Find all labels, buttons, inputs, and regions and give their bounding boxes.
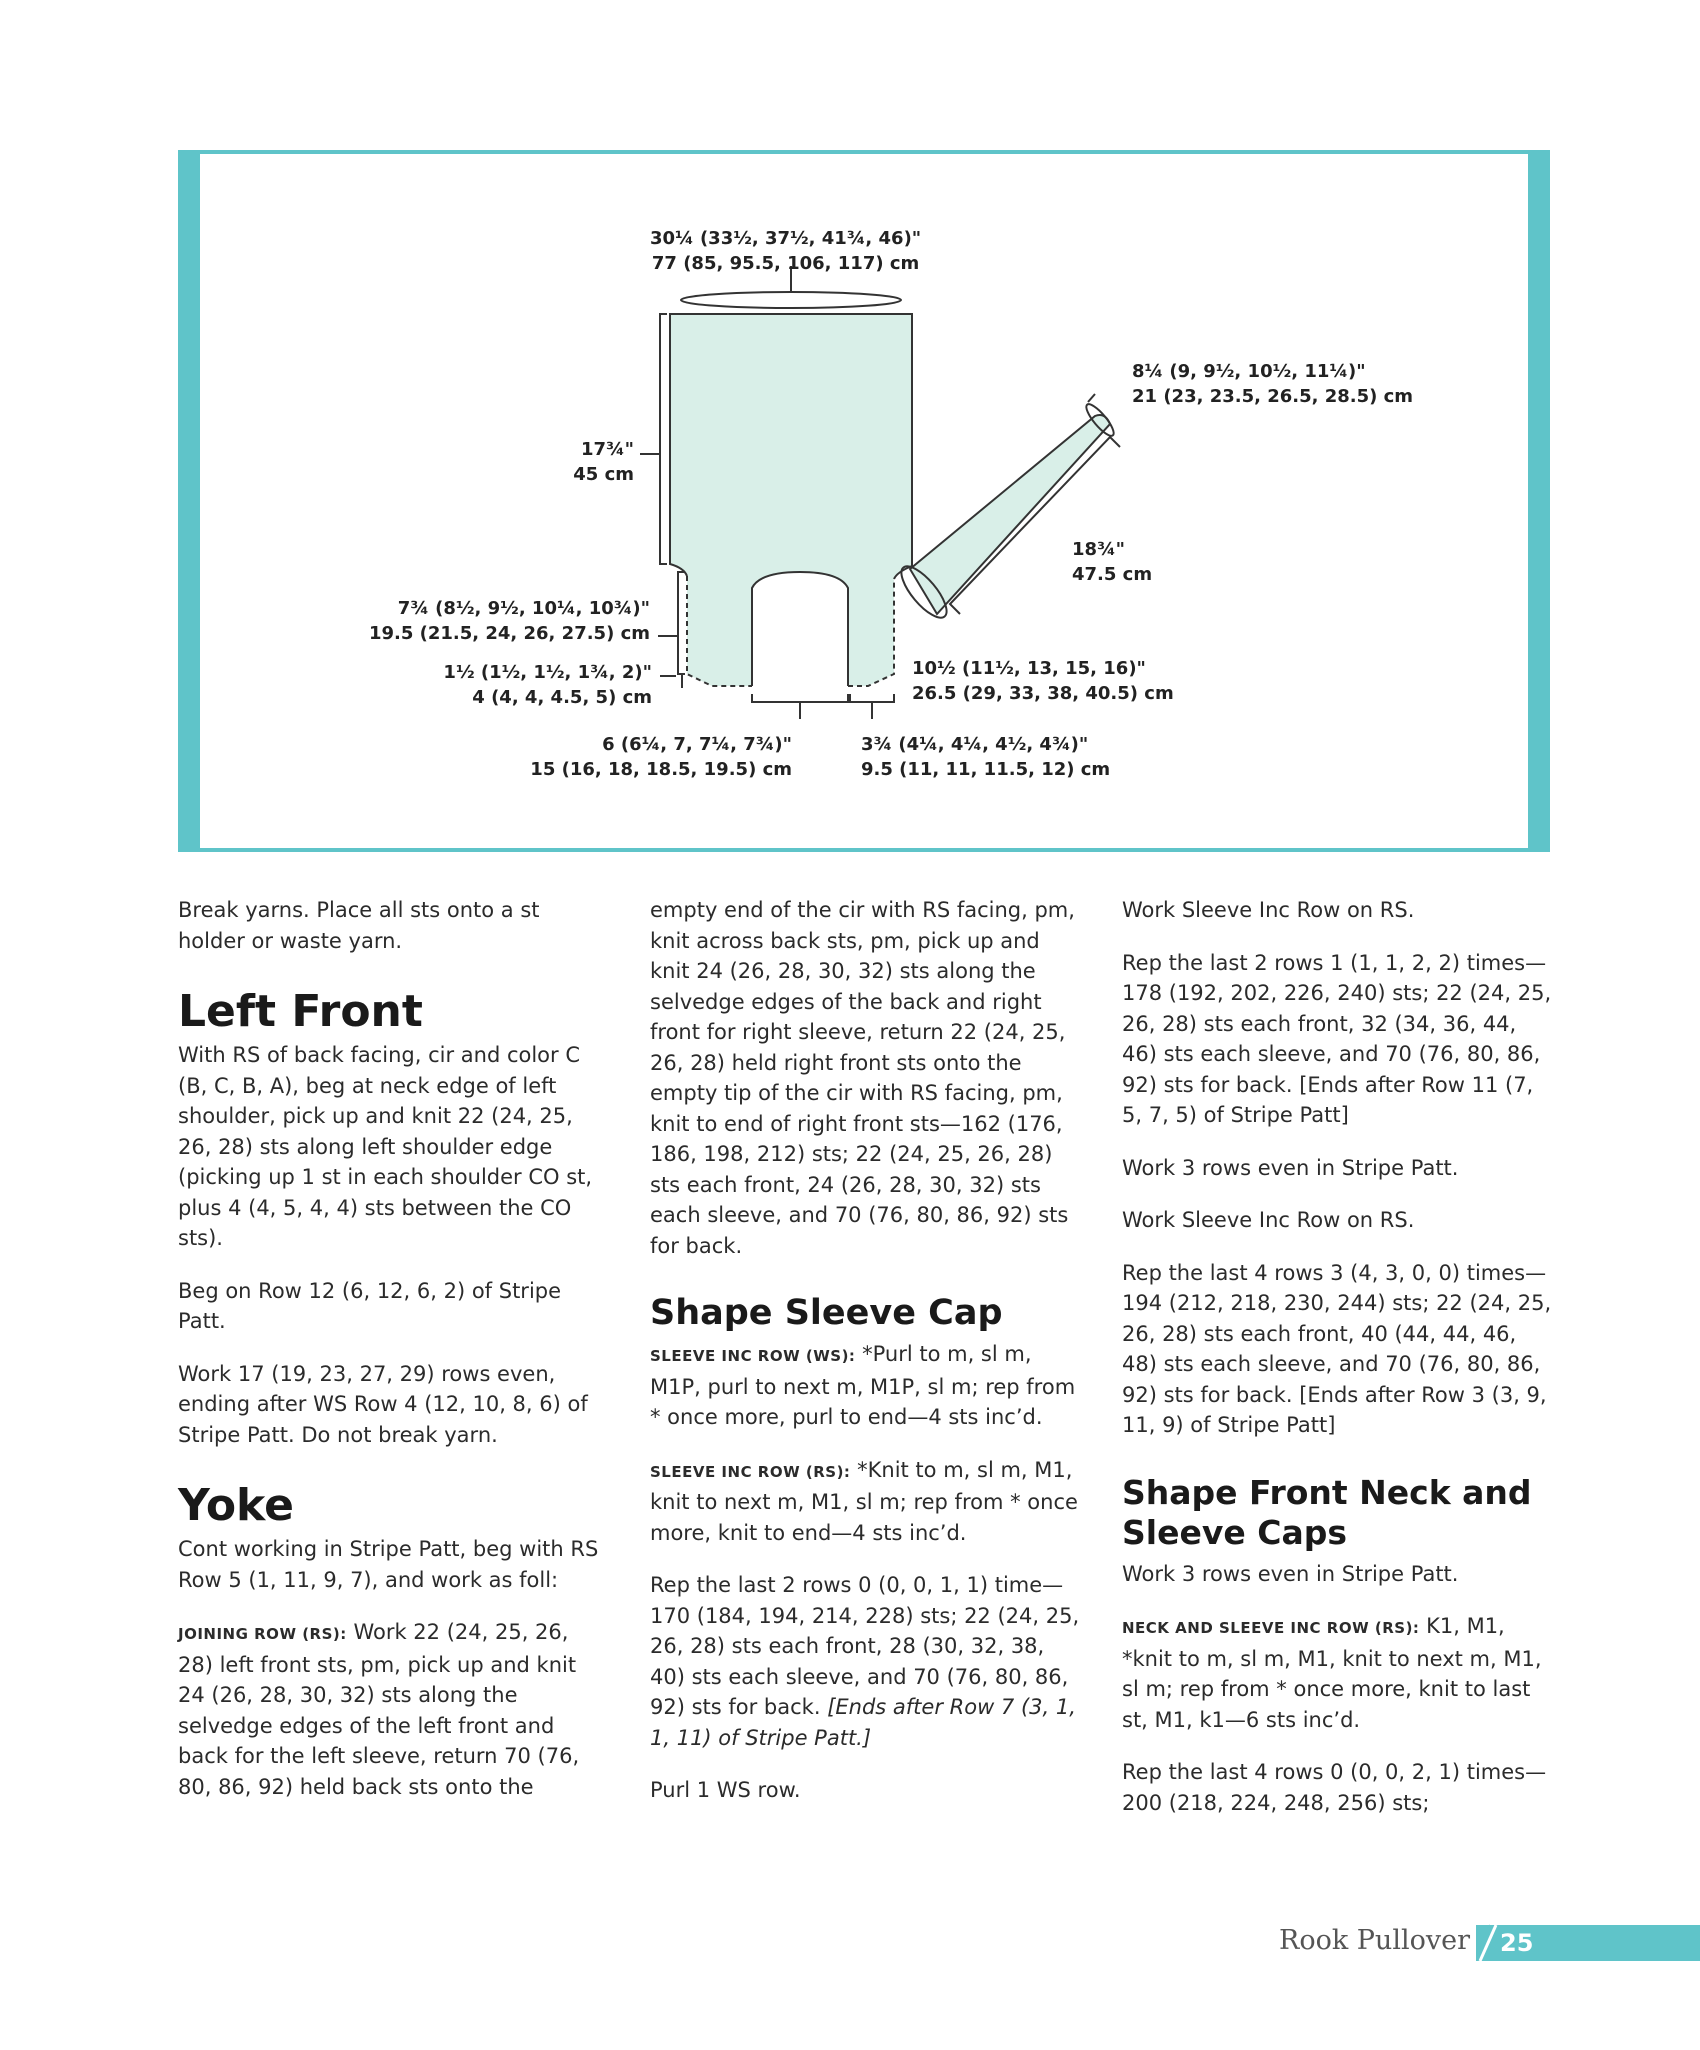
body-length-label: 17¾" 45 cm: [573, 439, 634, 485]
section-heading-front-neck: Shape Front Neck and Sleeve Caps: [1122, 1472, 1532, 1552]
armhole-label: 7¾ (8½, 9½, 10¼, 10¾)" 19.5 (21.5, 24, 26, 27.5) cm: [368, 598, 650, 644]
section-heading-yoke: Yoke: [178, 1480, 294, 1531]
neck-opening: [752, 572, 848, 686]
paragraph: Rep the last 2 rows 0 (0, 0, 1, 1) time—170 (184, 194, 214, 228) sts; 22 (24, 25, 26, 28) sts each front, 28 (30, 32, 38, 40) sts each sleeve, and 70 (76, 80, 86, 92) sts for back. [Ends after Row 7 (3, 1, 1, 11) of Stripe Patt.]: [650, 1573, 1080, 1750]
paragraph: Purl 1 WS row.: [650, 1778, 801, 1802]
paragraph: Break yarns. Place all sts onto a st holder or waste yarn.: [178, 898, 540, 953]
paragraph: Rep the last 4 rows 3 (4, 3, 0, 0) times—194 (212, 218, 230, 244) sts; 22 (24, 25, 26, 28) sts each front, 40 (44, 44, 46, 48) sts each sleeve, and 70 (76, 80, 86, 92) sts for back. [Ends after Row 3 (3, 9, 11, 9) of Stripe Patt]: [1122, 1260, 1552, 1437]
neck-width-label: 6 (6¼, 7, 7¼, 7¾)" 15 (16, 18, 18.5, 19.5) cm: [530, 734, 792, 780]
paragraph: Work 17 (19, 23, 27, 29) rows even, ending after WS Row 4 (12, 10, 8, 6) of Stripe Patt. Do not break yarn.: [178, 1361, 588, 1447]
neck-depth-label: 1½ (1½, 1½, 1¾, 2)" 4 (4, 4, 4.5, 5) cm: [443, 662, 652, 708]
paragraph: Work 3 rows even in Stripe Patt.: [1122, 1155, 1459, 1180]
schematic-panel: [178, 150, 1550, 852]
shoulder-label: 3¾ (4¼, 4¼, 4½, 4¾)" 9.5 (11, 11, 11.5, 12) cm: [861, 734, 1111, 780]
text-column-3: [1122, 895, 1552, 1840]
paragraph: Work Sleeve Inc Row on RS.: [1122, 1208, 1415, 1232]
text-column-1: [178, 895, 608, 1824]
footer-slash-icon: [1476, 1923, 1500, 1963]
paragraph: Work 3 rows even in Stripe Patt.: [1122, 1561, 1459, 1586]
sleeve-length-label: 18¾" 47.5 cm: [1072, 539, 1153, 585]
section-heading-left-front: Left Front: [178, 986, 423, 1037]
sleeve-inc-rs-paragraph: SLEEVE INC ROW (RS): *Knit to m, sl m, M1, knit to next m, M1, sl m; rep from * once more, knit to end—4 sts inc’d.: [650, 1457, 1078, 1545]
section-heading-sleeve-cap: Shape Sleeve Cap: [650, 1293, 1003, 1333]
upper-arm-label: 10½ (11½, 13, 15, 16)" 26.5 (29, 33, 38, 40.5) cm: [912, 658, 1174, 704]
paragraph: With RS of back facing, cir and color C (B, C, B, A), beg at neck edge of left shoulder, pick up and knit 22 (24, 25, 26, 28) sts along left shoulder edge (picking up 1 st in each shoulder CO st, plus 4 (4, 5, 4, 4) sts between the CO sts).: [178, 1043, 593, 1250]
paragraph: Work Sleeve Inc Row on RS.: [1122, 898, 1415, 922]
cuff-label: 8¼ (9, 9½, 10½, 11¼)" 21 (23, 23.5, 26.5, 28.5) cm: [1132, 361, 1414, 407]
row-label: SLEEVE INC ROW (WS):: [650, 1347, 856, 1365]
sleeve-inc-ws-paragraph: SLEEVE INC ROW (WS): *Purl to m, sl m, M1P, purl to next m, M1P, sl m; rep from * once more, purl to end—4 sts inc’d.: [650, 1342, 1076, 1429]
row-label: NECK AND SLEEVE INC ROW (RS):: [1122, 1619, 1420, 1637]
row-label: JOINING ROW (RS):: [178, 1625, 347, 1643]
paragraph: Rep the last 2 rows 1 (1, 1, 2, 2) times—178 (192, 202, 226, 240) sts; 22 (24, 25, 26, 28) sts each front, 32 (34, 36, 44, 46) sts each sleeve, and 70 (76, 80, 86, 92) sts for back. [Ends after Row 11 (7, 5, 7, 5) of Stripe Patt]: [1122, 950, 1552, 1127]
footer-title: Rook Pullover: [1278, 1925, 1470, 1956]
italic-note: [Ends after Row 7 (3, 1, 1, 11) of Stripe Patt.]: [650, 1695, 1076, 1750]
neck-sleeve-inc-paragraph: NECK AND SLEEVE INC ROW (RS): K1, M1, *knit to m, sl m, M1, knit to next m, M1, sl m; rep from * once more, knit to last st, M1, k1—6 sts inc’d.: [1122, 1614, 1542, 1732]
paragraph: empty end of the cir with RS facing, pm, knit across back sts, pm, pick up and knit 24 (26, 28, 30, 32) sts along the selvedge edges of the back and right front for right sleeve, return 22 (24, 25, 26, 28) held right front sts onto the empty tip of the cir with RS facing, pm, knit to end of right front sts—162 (176, 186, 198, 212) sts; 22 (24, 25, 26, 28) sts each front, 24 (26, 28, 30, 32) sts each sleeve, and 70 (76, 80, 86, 92) sts for back.: [650, 898, 1075, 1258]
text-column-2: [650, 895, 1080, 1828]
width-ellipse: [681, 292, 901, 308]
width-label: 30¼ (33½, 37½, 41¾, 46)" 77 (85, 95.5, 106, 117) cm: [650, 228, 922, 274]
joining-row-paragraph: JOINING ROW (RS): Work 22 (24, 25, 26, 28) left front sts, pm, pick up and knit 24 (26, 28, 30, 32) sts along the selvedge edges of the left front and back for the left sleeve, return 70 (76, 80, 86, 92) held back sts onto the: [178, 1620, 580, 1799]
row-label: SLEEVE INC ROW (RS):: [650, 1462, 851, 1481]
paragraph: Rep the last 4 rows 0 (0, 0, 2, 1) times—200 (218, 224, 248, 256) sts;: [1122, 1760, 1547, 1815]
paragraph: Cont working in Stripe Patt, beg with RS Row 5 (1, 11, 9, 7), and work as foll:: [178, 1537, 599, 1592]
paragraph: Beg on Row 12 (6, 12, 6, 2) of Stripe Patt.: [178, 1278, 562, 1333]
page-number: 25: [1500, 1929, 1534, 1957]
